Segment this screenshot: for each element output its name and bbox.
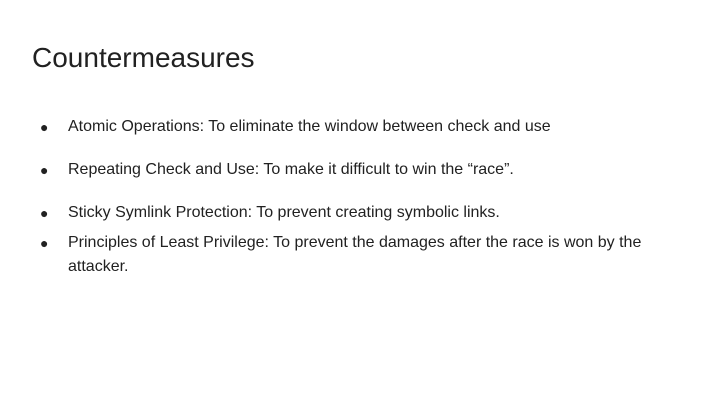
- bullet-item: [40, 158, 700, 182]
- bullet-dot-icon: ●: [40, 119, 49, 135]
- bullet-dot-icon: ●: [40, 162, 49, 178]
- bullet-item: [40, 115, 700, 139]
- bullet-text: Principles of Least Privilege: To prevent the damages after the race is won by the attacker.: [68, 234, 642, 275]
- bullet-text: Repeating Check and Use: To make it difficult to win the “race”.: [68, 161, 514, 178]
- slide-title: Countermeasures: [32, 42, 255, 73]
- bullet-text: Atomic Operations: To eliminate the window between check and use: [68, 118, 551, 135]
- bullet-dot-icon: ●: [40, 235, 49, 251]
- bullet-item: [40, 231, 700, 279]
- bullet-text: Sticky Symlink Protection: To prevent creating symbolic links.: [68, 204, 500, 221]
- bullet-dot-icon: ●: [40, 205, 49, 221]
- bullet-item: [40, 201, 700, 225]
